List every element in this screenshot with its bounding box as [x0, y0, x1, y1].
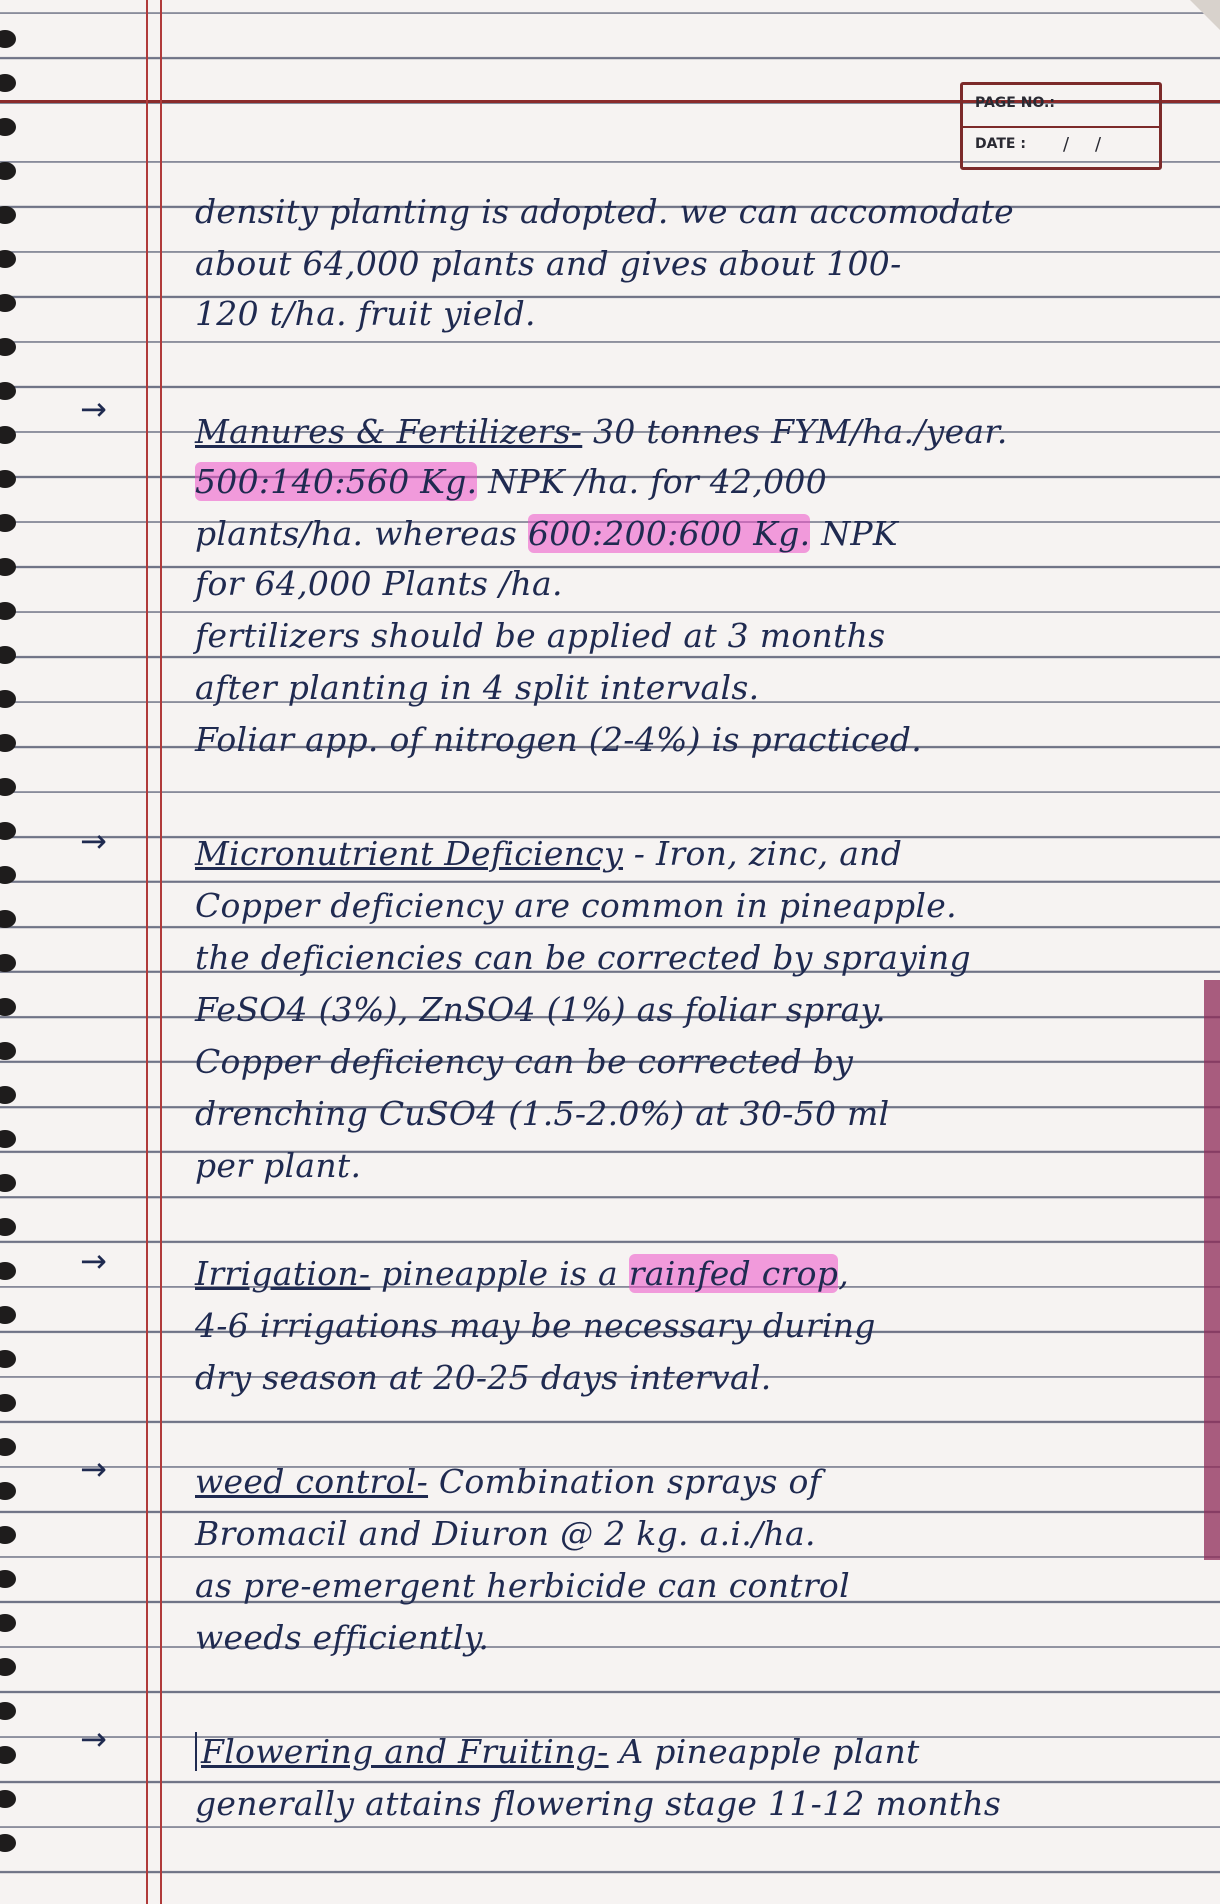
binding-hole	[0, 1526, 16, 1544]
bullet-arrow-icon: →	[80, 390, 107, 428]
irrigation-text: ,	[838, 1254, 849, 1293]
bullet-arrow-icon: →	[80, 1450, 107, 1488]
intro-line: 120 t/ha. fruit yield.	[195, 294, 536, 333]
binding-hole	[0, 866, 16, 884]
date-row	[963, 126, 1159, 167]
binding-hole	[0, 1482, 16, 1500]
margin-line-inner	[160, 0, 162, 1904]
manures-text: NPK /ha. for 42,000	[477, 462, 828, 501]
date-separator: /	[1095, 134, 1102, 155]
binding-hole	[0, 1702, 16, 1720]
manures-line	[195, 412, 1008, 451]
binding-hole	[0, 250, 16, 268]
intro-line: density planting is adopted. we can accomodate	[195, 192, 1014, 231]
flowering-line: generally attains flowering stage 11-12 months	[195, 1784, 1002, 1823]
manures-heading: Manures & Fertilizers-	[195, 412, 583, 451]
manures-line	[195, 462, 827, 501]
binding-hole	[0, 294, 16, 312]
irrigation-heading: Irrigation-	[195, 1254, 371, 1293]
binding-hole	[0, 1350, 16, 1368]
binding-hole	[0, 1790, 16, 1808]
bullet-arrow-icon: →	[80, 1720, 107, 1758]
micronutrient-line: drenching CuSO4 (1.5-2.0%) at 30-50 ml	[195, 1094, 890, 1133]
manures-line: for 64,000 Plants /ha.	[195, 564, 563, 603]
weed-heading: weed control-	[195, 1462, 429, 1501]
binding-hole	[0, 1218, 16, 1236]
binding-hole	[0, 382, 16, 400]
binding-hole	[0, 1438, 16, 1456]
binding-hole	[0, 910, 16, 928]
binding-hole	[0, 778, 16, 796]
page-no-label: PAGE NO.:	[975, 95, 1055, 111]
manures-text: plants/ha. whereas	[195, 514, 528, 553]
binding-hole	[0, 1262, 16, 1280]
page-no-row	[963, 85, 1159, 128]
intro-line: about 64,000 plants and gives about 100-	[195, 244, 902, 283]
date-label: DATE :	[975, 136, 1026, 152]
binding-hole	[0, 822, 16, 840]
binding-hole	[0, 734, 16, 752]
binding-hole	[0, 514, 16, 532]
manures-text: NPK	[810, 514, 898, 553]
micronutrient-line	[195, 834, 902, 873]
binding-hole	[0, 1130, 16, 1148]
weed-line: Bromacil and Diuron @ 2 kg. a.i./ha.	[195, 1514, 816, 1553]
binding-hole	[0, 646, 16, 664]
binding-hole	[0, 118, 16, 136]
binding-hole	[0, 1174, 16, 1192]
binding-hole	[0, 206, 16, 224]
binding-hole	[0, 1614, 16, 1632]
weed-line	[195, 1462, 821, 1501]
micronutrient-line: FeSO4 (3%), ZnSO4 (1%) as foliar spray.	[195, 990, 886, 1029]
weed-line: as pre-emergent herbicide can control	[195, 1566, 850, 1605]
spiral-binding	[0, 30, 20, 1890]
binding-hole	[0, 1658, 16, 1676]
binding-hole	[0, 338, 16, 356]
manures-line: Foliar app. of nitrogen (2-4%) is practiced.	[195, 720, 923, 759]
binding-hole	[0, 74, 16, 92]
binding-hole	[0, 1306, 16, 1324]
binding-hole	[0, 690, 16, 708]
manures-line: after planting in 4 split intervals.	[195, 668, 760, 707]
micronutrient-line: Copper deficiency can be corrected by	[195, 1042, 854, 1081]
date-separator: /	[1063, 134, 1070, 155]
flowering-text: A pineapple plant	[608, 1732, 920, 1771]
binding-hole	[0, 1086, 16, 1104]
manures-line	[195, 514, 898, 553]
binding-hole	[0, 558, 16, 576]
highlight-ratio: 500:140:560 Kg.	[195, 462, 478, 501]
micronutrient-text: - Iron, zinc, and	[623, 834, 903, 873]
flowering-line	[195, 1732, 920, 1771]
binding-hole	[0, 30, 16, 48]
binding-hole	[0, 426, 16, 444]
page-date-box	[960, 82, 1162, 170]
manures-line: fertilizers should be applied at 3 months	[195, 616, 886, 655]
flowering-heading: Flowering and Fruiting-	[195, 1732, 609, 1771]
irrigation-line: dry season at 20-25 days interval.	[195, 1358, 772, 1397]
highlight-rainfed: rainfed crop	[628, 1254, 839, 1293]
binding-hole	[0, 1570, 16, 1588]
page-edge-shadow	[1204, 980, 1220, 1560]
binding-hole	[0, 470, 16, 488]
binding-hole	[0, 1746, 16, 1764]
highlight-ratio: 600:200:600 Kg.	[527, 514, 811, 553]
irrigation-line: 4-6 irrigations may be necessary during	[195, 1306, 876, 1345]
binding-hole	[0, 954, 16, 972]
binding-hole	[0, 998, 16, 1016]
micronutrient-line: the deficiencies can be corrected by spraying	[195, 938, 971, 977]
binding-hole	[0, 1394, 16, 1412]
weed-line: weeds efficiently.	[195, 1618, 490, 1657]
micronutrient-heading: Micronutrient Deficiency	[195, 834, 623, 873]
binding-hole	[0, 162, 16, 180]
manures-text: 30 tonnes FYM/ha./year.	[582, 412, 1008, 451]
irrigation-line	[195, 1254, 849, 1293]
weed-text: Combination sprays of	[428, 1462, 822, 1501]
binding-hole	[0, 602, 16, 620]
micronutrient-line: per plant.	[195, 1146, 362, 1185]
binding-hole	[0, 1042, 16, 1060]
binding-hole	[0, 1834, 16, 1852]
irrigation-text: pineapple is a	[370, 1254, 629, 1293]
folded-corner	[1190, 0, 1220, 30]
bullet-arrow-icon: →	[80, 1242, 107, 1280]
bullet-arrow-icon: →	[80, 822, 107, 860]
margin-line-outer	[146, 0, 148, 1904]
micronutrient-line: Copper deficiency are common in pineapple.	[195, 886, 957, 925]
